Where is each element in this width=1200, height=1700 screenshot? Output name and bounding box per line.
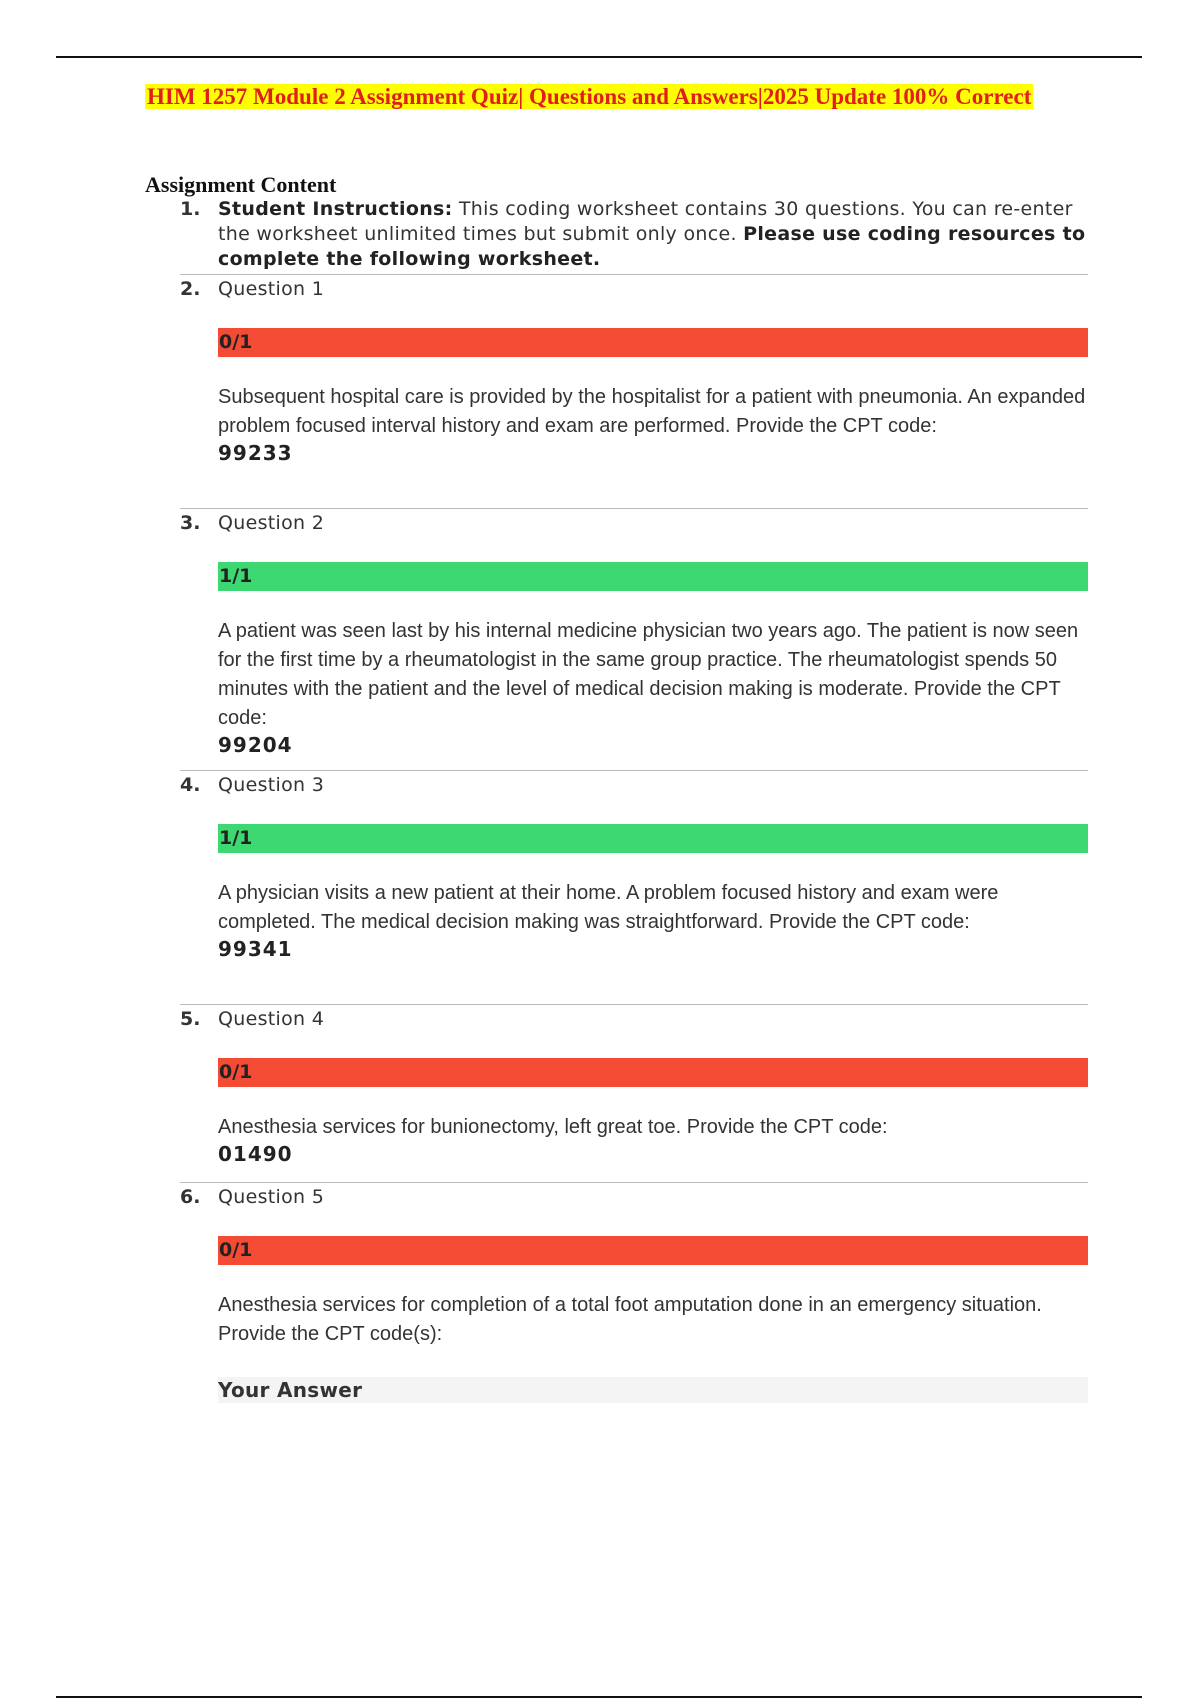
list-number: 4. <box>180 774 201 796</box>
question-text: A patient was seen last by his internal medicine physician two years ago. The patient is now seen for the first time by a rheumatologist in the same group practice. The rheumatologist spends 50 minutes with the patient and the level of medical decision making is moderate. Provide the CPT code: <box>218 620 1079 729</box>
document-title: HIM 1257 Module 2 Assignment Quiz| Questions and Answers|2025 Update 100% Correct <box>147 84 1032 109</box>
question-label: Question 2 <box>218 512 325 534</box>
question-list <box>180 197 1088 1403</box>
question-text: Anesthesia services for bunionectomy, left great toe. Provide the CPT code: <box>218 1116 888 1138</box>
question-label: Question 5 <box>218 1186 325 1208</box>
score-bar-correct: 1/1 <box>218 824 1088 853</box>
question-text: Anesthesia services for completion of a total foot amputation done in an emergency situation. Provide the CPT code(s): <box>218 1294 1042 1345</box>
list-number: 5. <box>180 1008 201 1030</box>
question-text: Subsequent hospital care is provided by the hospitalist for a patient with pneumonia. An expanded problem focused interval history and exam are performed. Provide the CPT code: <box>218 386 1086 437</box>
bottom-rule <box>56 1696 1142 1698</box>
list-number: 6. <box>180 1186 201 1208</box>
instructions-text <box>218 197 1088 272</box>
section-heading: Assignment Content <box>145 172 337 197</box>
question-label: Question 4 <box>218 1008 325 1030</box>
question-item-5 <box>180 1182 1088 1403</box>
score-bar-incorrect: 0/1 <box>218 1236 1088 1265</box>
score-bar-correct: 1/1 <box>218 562 1088 591</box>
question-item-3 <box>180 770 1088 1004</box>
instructions-body: This coding worksheet contains 30 questions. You can re-enter the worksheet unlimited times but submit only once. <box>218 198 1073 245</box>
question-item-1 <box>180 275 1088 508</box>
answer-value: 99341 <box>218 937 293 961</box>
instructions-label: Student Instructions: <box>218 198 453 220</box>
list-number: 1. <box>180 198 201 220</box>
answer-value: 99204 <box>218 733 293 757</box>
instructions-emphasis: Please use coding resources to complete the following worksheet. <box>218 223 1086 270</box>
question-item-2 <box>180 508 1088 770</box>
document-title-block <box>145 82 1033 112</box>
question-label: Question 3 <box>218 774 325 796</box>
score-bar-incorrect: 0/1 <box>218 328 1088 357</box>
list-number: 2. <box>180 278 201 300</box>
question-text: A physician visits a new patient at their home. A problem focused history and exam were completed. The medical decision making was straightforward. Provide the CPT code: <box>218 882 999 933</box>
score-bar-incorrect: 0/1 <box>218 1058 1088 1087</box>
instructions-item <box>180 197 1088 275</box>
question-label: Question 1 <box>218 278 325 300</box>
question-item-4 <box>180 1004 1088 1182</box>
list-number: 3. <box>180 512 201 534</box>
your-answer-field[interactable]: Your Answer <box>218 1377 1088 1403</box>
answer-value: 01490 <box>218 1142 293 1166</box>
answer-value: 99233 <box>218 441 293 465</box>
top-rule <box>56 56 1142 58</box>
